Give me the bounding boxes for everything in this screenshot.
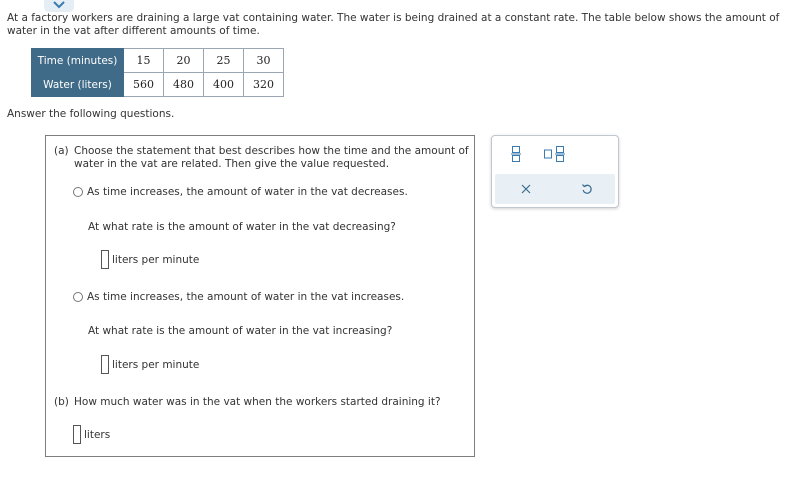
option-increases[interactable] (73, 291, 404, 303)
initial-water-input[interactable] (73, 425, 81, 444)
rate-decreasing-input[interactable] (101, 250, 109, 269)
answer-prompt: Answer the following questions. (7, 108, 175, 120)
data-table (31, 48, 284, 97)
question-box (45, 135, 475, 457)
radio-increases[interactable] (73, 292, 83, 302)
mixed-number-button[interactable] (542, 143, 568, 165)
answer-increasing-rate (101, 355, 199, 374)
answer-initial-water (73, 425, 110, 444)
part-b-label: (b) (54, 396, 69, 408)
unit-label: liters per minute (112, 358, 200, 371)
unit-label: liters (84, 428, 111, 441)
unit-label: liters per minute (112, 253, 200, 266)
collapse-tab[interactable] (44, 0, 74, 12)
table-row (32, 49, 284, 73)
clear-button[interactable] (518, 181, 534, 197)
table-cell: 15 (124, 49, 164, 73)
math-tool-panel (491, 135, 619, 208)
option-decreases[interactable] (73, 186, 408, 198)
table-cell: 30 (244, 49, 284, 73)
sub-question-decreasing: At what rate is the amount of water in the vat decreasing? (88, 221, 396, 233)
table-row (32, 73, 284, 97)
close-icon (521, 184, 531, 194)
fraction-icon (511, 145, 521, 163)
table-cell: 20 (164, 49, 204, 73)
row-header-time: Time (minutes) (32, 49, 124, 73)
option-increases-label: As time increases, the amount of water in the vat increases. (87, 291, 405, 303)
row-header-water: Water (liters) (32, 73, 124, 97)
part-a-prompt: Choose the statement that best describes how the time and the amount of water in the vat are related. Then give the value requested. (74, 145, 469, 170)
tool-row-bottom (495, 174, 615, 204)
mixed-number-icon (543, 145, 567, 163)
table-cell: 400 (204, 73, 244, 97)
radio-decreases[interactable] (73, 187, 83, 197)
undo-button[interactable] (579, 181, 595, 197)
problem-statement: At a factory workers are draining a large vat containing water. The water is being drained at a constant rate. The table below shows the amount of water in the vat after different amounts of time. (7, 12, 780, 37)
fraction-button[interactable] (506, 143, 526, 165)
part-b-prompt: How much water was in the vat when the workers started draining it? (74, 396, 441, 408)
table-cell: 25 (204, 49, 244, 73)
part-a-label: (a) (54, 145, 69, 157)
tool-row-top (492, 136, 618, 173)
chevron-down-icon (53, 1, 65, 9)
rate-increasing-input[interactable] (101, 355, 109, 374)
table-cell: 320 (244, 73, 284, 97)
table-cell: 480 (164, 73, 204, 97)
undo-icon (581, 183, 593, 195)
sub-question-increasing: At what rate is the amount of water in the vat increasing? (88, 325, 393, 337)
option-decreases-label: As time increases, the amount of water in the vat decreases. (87, 186, 408, 198)
answer-decreasing-rate (101, 250, 199, 269)
table-cell: 560 (124, 73, 164, 97)
